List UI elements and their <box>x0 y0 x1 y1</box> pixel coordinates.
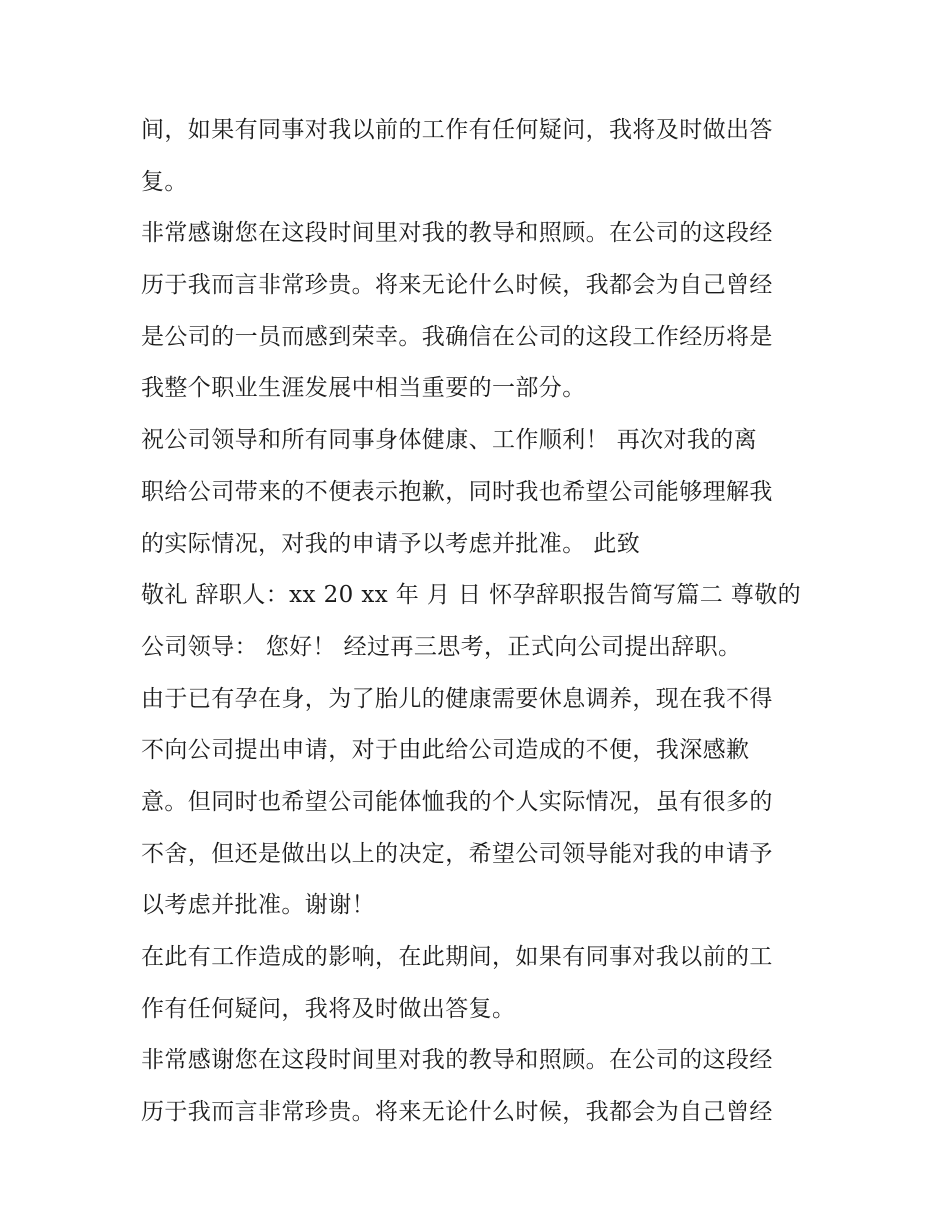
text-line: 非常感谢您在这段时间里对我的教导和照顾。在公司的这段经 <box>141 1047 773 1074</box>
document-body <box>141 105 821 1139</box>
text-line: 是公司的一员而感到荣幸。我确信在公司的这段工作经历将是 <box>141 323 773 350</box>
text-line: 复。 <box>141 168 188 195</box>
text-line: 不向公司提出申请，对于由此给公司造成的不便，我深感歉 <box>141 737 750 764</box>
text-line: 作有任何疑问，我将及时做出答复。 <box>141 995 516 1022</box>
text-line: 以考虑并批准。谢谢！ <box>141 892 375 919</box>
text-line: 非常感谢您在这段时间里对我的教导和照顾。在公司的这段经 <box>141 220 773 247</box>
text-line: 历于我而言非常珍贵。将来无论什么时候，我都会为自己曾经 <box>141 1099 773 1126</box>
text-line: 在此有工作造成的影响，在此期间，如果有同事对我以前的工 <box>141 944 773 970</box>
text-line: 敬礼 辞职人：xx 20 xx 年 月 日 怀孕辞职报告简写篇二 尊敬的 <box>141 582 802 609</box>
text-line: 不舍，但还是做出以上的决定，希望公司领导能对我的申请予 <box>141 840 773 867</box>
text-line: 历于我而言非常珍贵。将来无论什么时候，我都会为自己曾经 <box>141 272 773 299</box>
text-line: 公司领导： 您好！ 经过再三思考，正式向公司提出辞职。 <box>141 633 742 660</box>
text-line: 我整个职业生涯发展中相当重要的一部分。 <box>141 375 586 402</box>
text-line: 的实际情况，对我的申请予以考虑并批准。 此致 <box>141 530 641 557</box>
text-line: 意。但同时也希望公司能体恤我的个人实际情况，虽有很多的 <box>141 788 773 815</box>
text-line: 祝公司领导和所有同事身体健康、工作顺利！ 再次对我的离 <box>141 427 758 454</box>
text-line: 间，如果有同事对我以前的工作有任何疑问，我将及时做出答 <box>141 117 773 143</box>
text-line: 职给公司带来的不便表示抱歉，同时我也希望公司能够理解我 <box>141 478 773 505</box>
text-line: 由于已有孕在身，为了胎儿的健康需要休息调养，现在我不得 <box>141 685 773 712</box>
